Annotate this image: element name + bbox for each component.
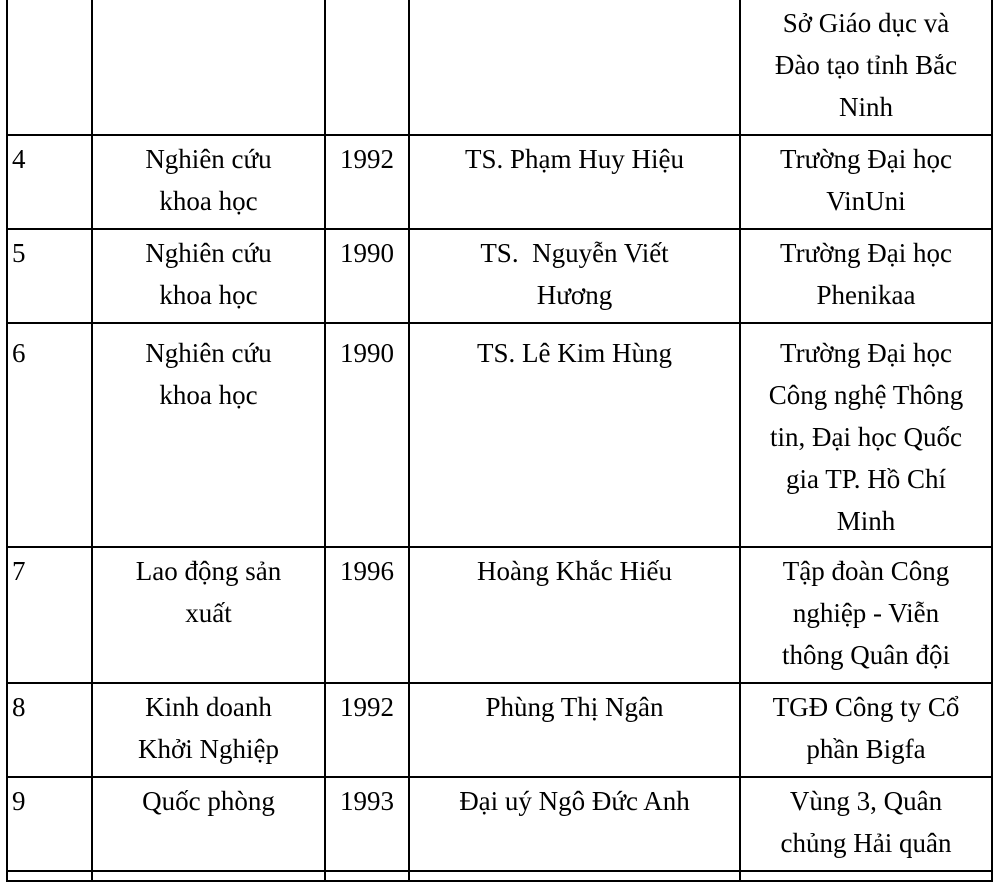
person-line: Đại uý Ngô Đức Anh xyxy=(459,786,690,816)
table-row xyxy=(7,547,992,683)
organization-line: Trường Đại học xyxy=(780,144,952,174)
table-row xyxy=(7,229,992,323)
person-cell xyxy=(409,0,740,135)
organization-line: Đào tạo tỉnh Bắc xyxy=(774,50,958,80)
organization-line: Phenikaa xyxy=(816,280,916,310)
person-line: Phùng Thị Ngân xyxy=(485,692,664,722)
field-cell xyxy=(92,229,325,323)
organization-cell xyxy=(740,229,992,323)
field-line: Nghiên cứu xyxy=(145,338,272,368)
year-cell: 1993 xyxy=(325,777,409,871)
organization-cell xyxy=(740,0,992,135)
person-cell xyxy=(409,229,740,323)
stt-cell: 7 xyxy=(7,547,92,683)
person-line: TS. Nguyễn Viết xyxy=(480,238,669,268)
table-row xyxy=(7,683,992,777)
organization-line: tin, Đại học Quốc xyxy=(770,422,962,452)
organization-line: Tập đoàn Công xyxy=(782,556,950,586)
field-line: Kinh doanh xyxy=(145,692,272,722)
table-row xyxy=(7,135,992,229)
person-line: TS. Lê Kim Hùng xyxy=(477,338,672,368)
field-line: khoa học xyxy=(159,186,258,216)
table-row xyxy=(7,0,992,135)
organization-line: Công nghệ Thông xyxy=(768,380,964,410)
table-row xyxy=(7,871,992,881)
year-cell: 1992 xyxy=(325,683,409,777)
table-row xyxy=(7,323,992,547)
field-cell xyxy=(92,777,325,871)
organization-cell xyxy=(740,777,992,871)
stt-cell: 9 xyxy=(7,777,92,871)
organization-line: gia TP. Hồ Chí xyxy=(785,464,947,494)
organization-line: nghiệp - Viễn xyxy=(792,598,940,628)
person-cell xyxy=(409,547,740,683)
organization-line: VinUni xyxy=(826,186,906,216)
organization-line: thông Quân đội xyxy=(782,640,950,670)
person-line: TS. Phạm Huy Hiệu xyxy=(465,144,684,174)
stt-cell: 6 xyxy=(7,323,92,547)
field-cell xyxy=(92,135,325,229)
stt-cell xyxy=(7,0,92,135)
year-cell xyxy=(325,0,409,135)
organization-cell xyxy=(740,683,992,777)
person-line: Hương xyxy=(536,280,613,310)
field-line: Quốc phòng xyxy=(142,786,275,816)
organization-line: TGĐ Công ty Cổ xyxy=(772,692,960,722)
year-cell xyxy=(325,871,409,881)
organization-cell xyxy=(740,135,992,229)
field-line: Lao động sản xyxy=(135,556,282,586)
stt-cell xyxy=(7,871,92,881)
organization-line: Minh xyxy=(836,506,896,536)
field-line: khoa học xyxy=(159,380,258,410)
person-cell xyxy=(409,323,740,547)
field-cell xyxy=(92,683,325,777)
field-line: Nghiên cứu xyxy=(145,238,272,268)
field-line: Nghiên cứu xyxy=(145,144,272,174)
organization-cell xyxy=(740,547,992,683)
organization-line: Vùng 3, Quân xyxy=(789,786,943,816)
table-row xyxy=(7,777,992,871)
organization-line: Trường Đại học xyxy=(780,338,952,368)
stt-cell: 5 xyxy=(7,229,92,323)
awardee-table xyxy=(6,0,993,882)
field-line: xuất xyxy=(185,598,232,628)
person-cell xyxy=(409,135,740,229)
organization-line: Trường Đại học xyxy=(780,238,952,268)
organization-line: phần Bigfa xyxy=(806,734,926,764)
field-cell xyxy=(92,547,325,683)
year-cell: 1992 xyxy=(325,135,409,229)
field-line: khoa học xyxy=(159,280,258,310)
organization-cell xyxy=(740,323,992,547)
organization-line: Ninh xyxy=(839,92,893,122)
organization-line: Sở Giáo dục và xyxy=(782,8,950,38)
field-cell xyxy=(92,323,325,547)
year-cell: 1990 xyxy=(325,229,409,323)
person-line: Hoàng Khắc Hiếu xyxy=(477,556,672,586)
field-line: Khởi Nghiệp xyxy=(137,734,279,764)
stt-cell: 4 xyxy=(7,135,92,229)
organization-line: chủng Hải quân xyxy=(780,828,952,858)
stt-cell: 8 xyxy=(7,683,92,777)
year-cell: 1990 xyxy=(325,323,409,547)
year-cell: 1996 xyxy=(325,547,409,683)
person-cell xyxy=(409,777,740,871)
organization-cell xyxy=(740,871,992,881)
field-cell xyxy=(92,0,325,135)
person-cell xyxy=(409,683,740,777)
field-cell xyxy=(92,871,325,881)
person-cell xyxy=(409,871,740,881)
